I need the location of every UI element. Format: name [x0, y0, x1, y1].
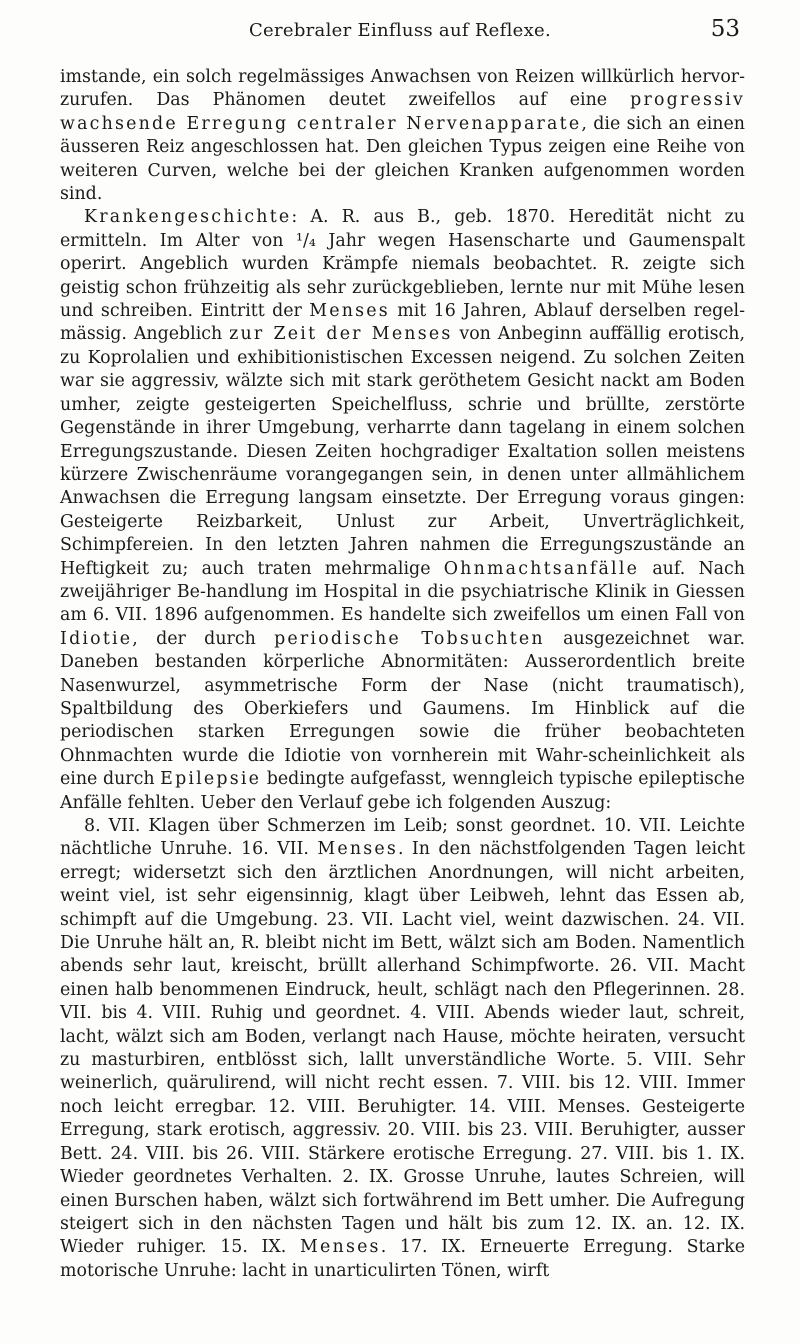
text-run: . In den nächstfolgenden Tagen leicht erregt; widersetzt sich den ärztlichen Anordnungen, will nicht arbeiten, weint viel, ist sehr eigensinnig, klagt über Leibweh, lehnt das Essen ab, schimpft auf die Umgebung. 23. VII. Lacht viel, weint dazwischen. 24. VII. Die Unruhe hält an, R. bleibt nicht im Bett, wälzt sich am Boden. Namentlich abends sehr laut, kreischt, brüllt allerhand Schimpfworte. 26. VII. Macht einen halb benommenen Eindruck, heult, schlägt nach den Pflegerinnen. 28. VII. bis 4. VIII. Ruhig und geordnet. 4. VIII. Abends wieder laut, schreit, lacht, wälzt sich am Boden, verlangt nach Hause, möchte heiraten, versucht zu masturbiren, entblösst sich, lallt unverständliche Worte. 5. VIII. Sehr weinerlich, quärulirend, will nicht recht essen. 7. VIII. bis 12. VIII. Immer noch leicht erregbar. 12. VIII. Beruhigter. 14. VIII. Menses. Gesteigerte Erregung, stark erotisch, aggressiv. 20. VIII. bis 23. VIII. Beruhigter, ausser Bett. 24. VIII. bis 26. VIII. Stärkere erotische Erregung. 27. VIII. bis 1. IX. Wieder geordnetes Verhalten. 2. IX. Grosse Unruhe, lautes Schreien, will einen Burschen haben, wälzt sich fortwährend im Bett umher. Die Aufregung steigert sich in den nächsten Tagen und hält bis zum 12. IX. an. 12. IX. Wieder ruhiger. 15. IX. — [60, 839, 745, 1258]
paragraph — [60, 206, 745, 815]
paragraph — [60, 66, 745, 206]
text-run: , die sich an einen äusseren Reiz angeschlossen hat. Den gleichen Typus zeigen eine Reihe von weiteren Curven, welche bei der gleichen Kranken aufgenommen worden sind. — [60, 113, 745, 205]
text-run: imstande, ein solch regelmässiges Anwachsen von Reizen willkürlich hervor-zurufen. Das Phänomen deutet zweifellos auf eine — [60, 67, 745, 111]
text-run: , der durch — [132, 628, 275, 649]
emphasized-text: Idiotie — [60, 628, 133, 649]
text-run: auf. Nach zweijähriger Be-handlung im Hospital in die psychiatrische Klinik in Giessen am 6. VII. 1896 aufgenommen. Es handelte sich zweifellos um einen Fall von — [60, 558, 745, 626]
running-head — [60, 16, 740, 52]
text-run: bedingte aufgefasst, wenngleich typische epileptische Anfälle fehlten. Ueber den Verlauf gebe ich folgenden Auszug: — [60, 769, 745, 813]
emphasized-text: Ohnmachtsanfälle — [443, 558, 640, 579]
emphasized-text: Menses — [317, 839, 398, 860]
running-title: Cerebraler Einfluss auf Reflexe. — [248, 20, 552, 41]
text-run: mit 16 Jahren, Ablauf derselben regel-mässig. Angeblich — [60, 301, 745, 345]
emphasized-text: Epilepsie — [160, 769, 262, 790]
emphasized-text: Menses — [300, 1237, 381, 1258]
emphasized-text: Krankengeschichte — [84, 207, 292, 228]
emphasized-text: progressiv wachsende Erregung centraler Nervenapparate — [60, 90, 745, 134]
text-run: : A. R. aus B., geb. 1870. Heredität nicht zu ermitteln. Im Alter von ¹/₄ Jahr wegen Hasenscharte und Gaumenspalt operirt. Angeblich wurden Krämpfe niemals beobachtet. R. zeigte sich geistig schon frühzeitig als sehr zurückgeblieben, lernte nur mit Mühe lesen und schreiben. Eintritt der — [60, 207, 745, 322]
emphasized-text: zur Zeit der Menses — [229, 324, 453, 345]
text-run: 8. VII. Klagen über Schmerzen im Leib; sonst geordnet. 10. VII. Leichte nächtliche Unruhe. 16. VII. — [60, 816, 745, 860]
emphasized-text: Menses — [309, 301, 390, 322]
text-run: . 17. IX. Erneuerte Erregung. Starke motorische Unruhe: lacht in unarticulirten Tönen, wirft — [60, 1237, 745, 1281]
page-number: 53 — [710, 16, 740, 42]
text-run: ausgezeichnet war. Daneben bestanden körperliche Abnormitäten: Ausserordentlich breite Nasenwurzel, asymmetrische Form der Nase (nicht traumatisch), Spaltbildung des Oberkiefers und Gaumens. Im Hinblick auf die periodischen starken Erregungen sowie die früher beobachteten Ohnmachten wurde die Idiotie von vornherein mit Wahr-scheinlichkeit als eine durch — [60, 628, 745, 790]
paragraph — [60, 815, 745, 1283]
body-text — [60, 66, 745, 1283]
text-run: von Anbeginn auffällig erotisch, zu Koprolalien und exhibitionistischen Excessen neigend. Zu solchen Zeiten war sie aggressiv, wälzte sich mit stark geröthetem Gesicht nackt am Boden umher, zeigte gesteigerten Speichelfluss, schrie und brüllte, zerstörte Gegenstände in ihrer Umgebung, verharrte dann tagelang in einem solchen Erregungszustande. Diesen Zeiten hochgradiger Exaltation sollen meistens kürzere Zwischenräume vorangegangen sein, in denen unter allmählichem Anwachsen die Erregung langsam einsetzte. Der Erregung voraus gingen: Gesteigerte Reizbarkeit, Unlust zur Arbeit, Unverträglichkeit, Schimpfereien. In den letzten Jahren nahmen die Erregungszustände an Heftigkeit zu; auch traten mehrmalige — [60, 324, 745, 579]
emphasized-text: periodische Tobsuchten — [274, 628, 545, 649]
